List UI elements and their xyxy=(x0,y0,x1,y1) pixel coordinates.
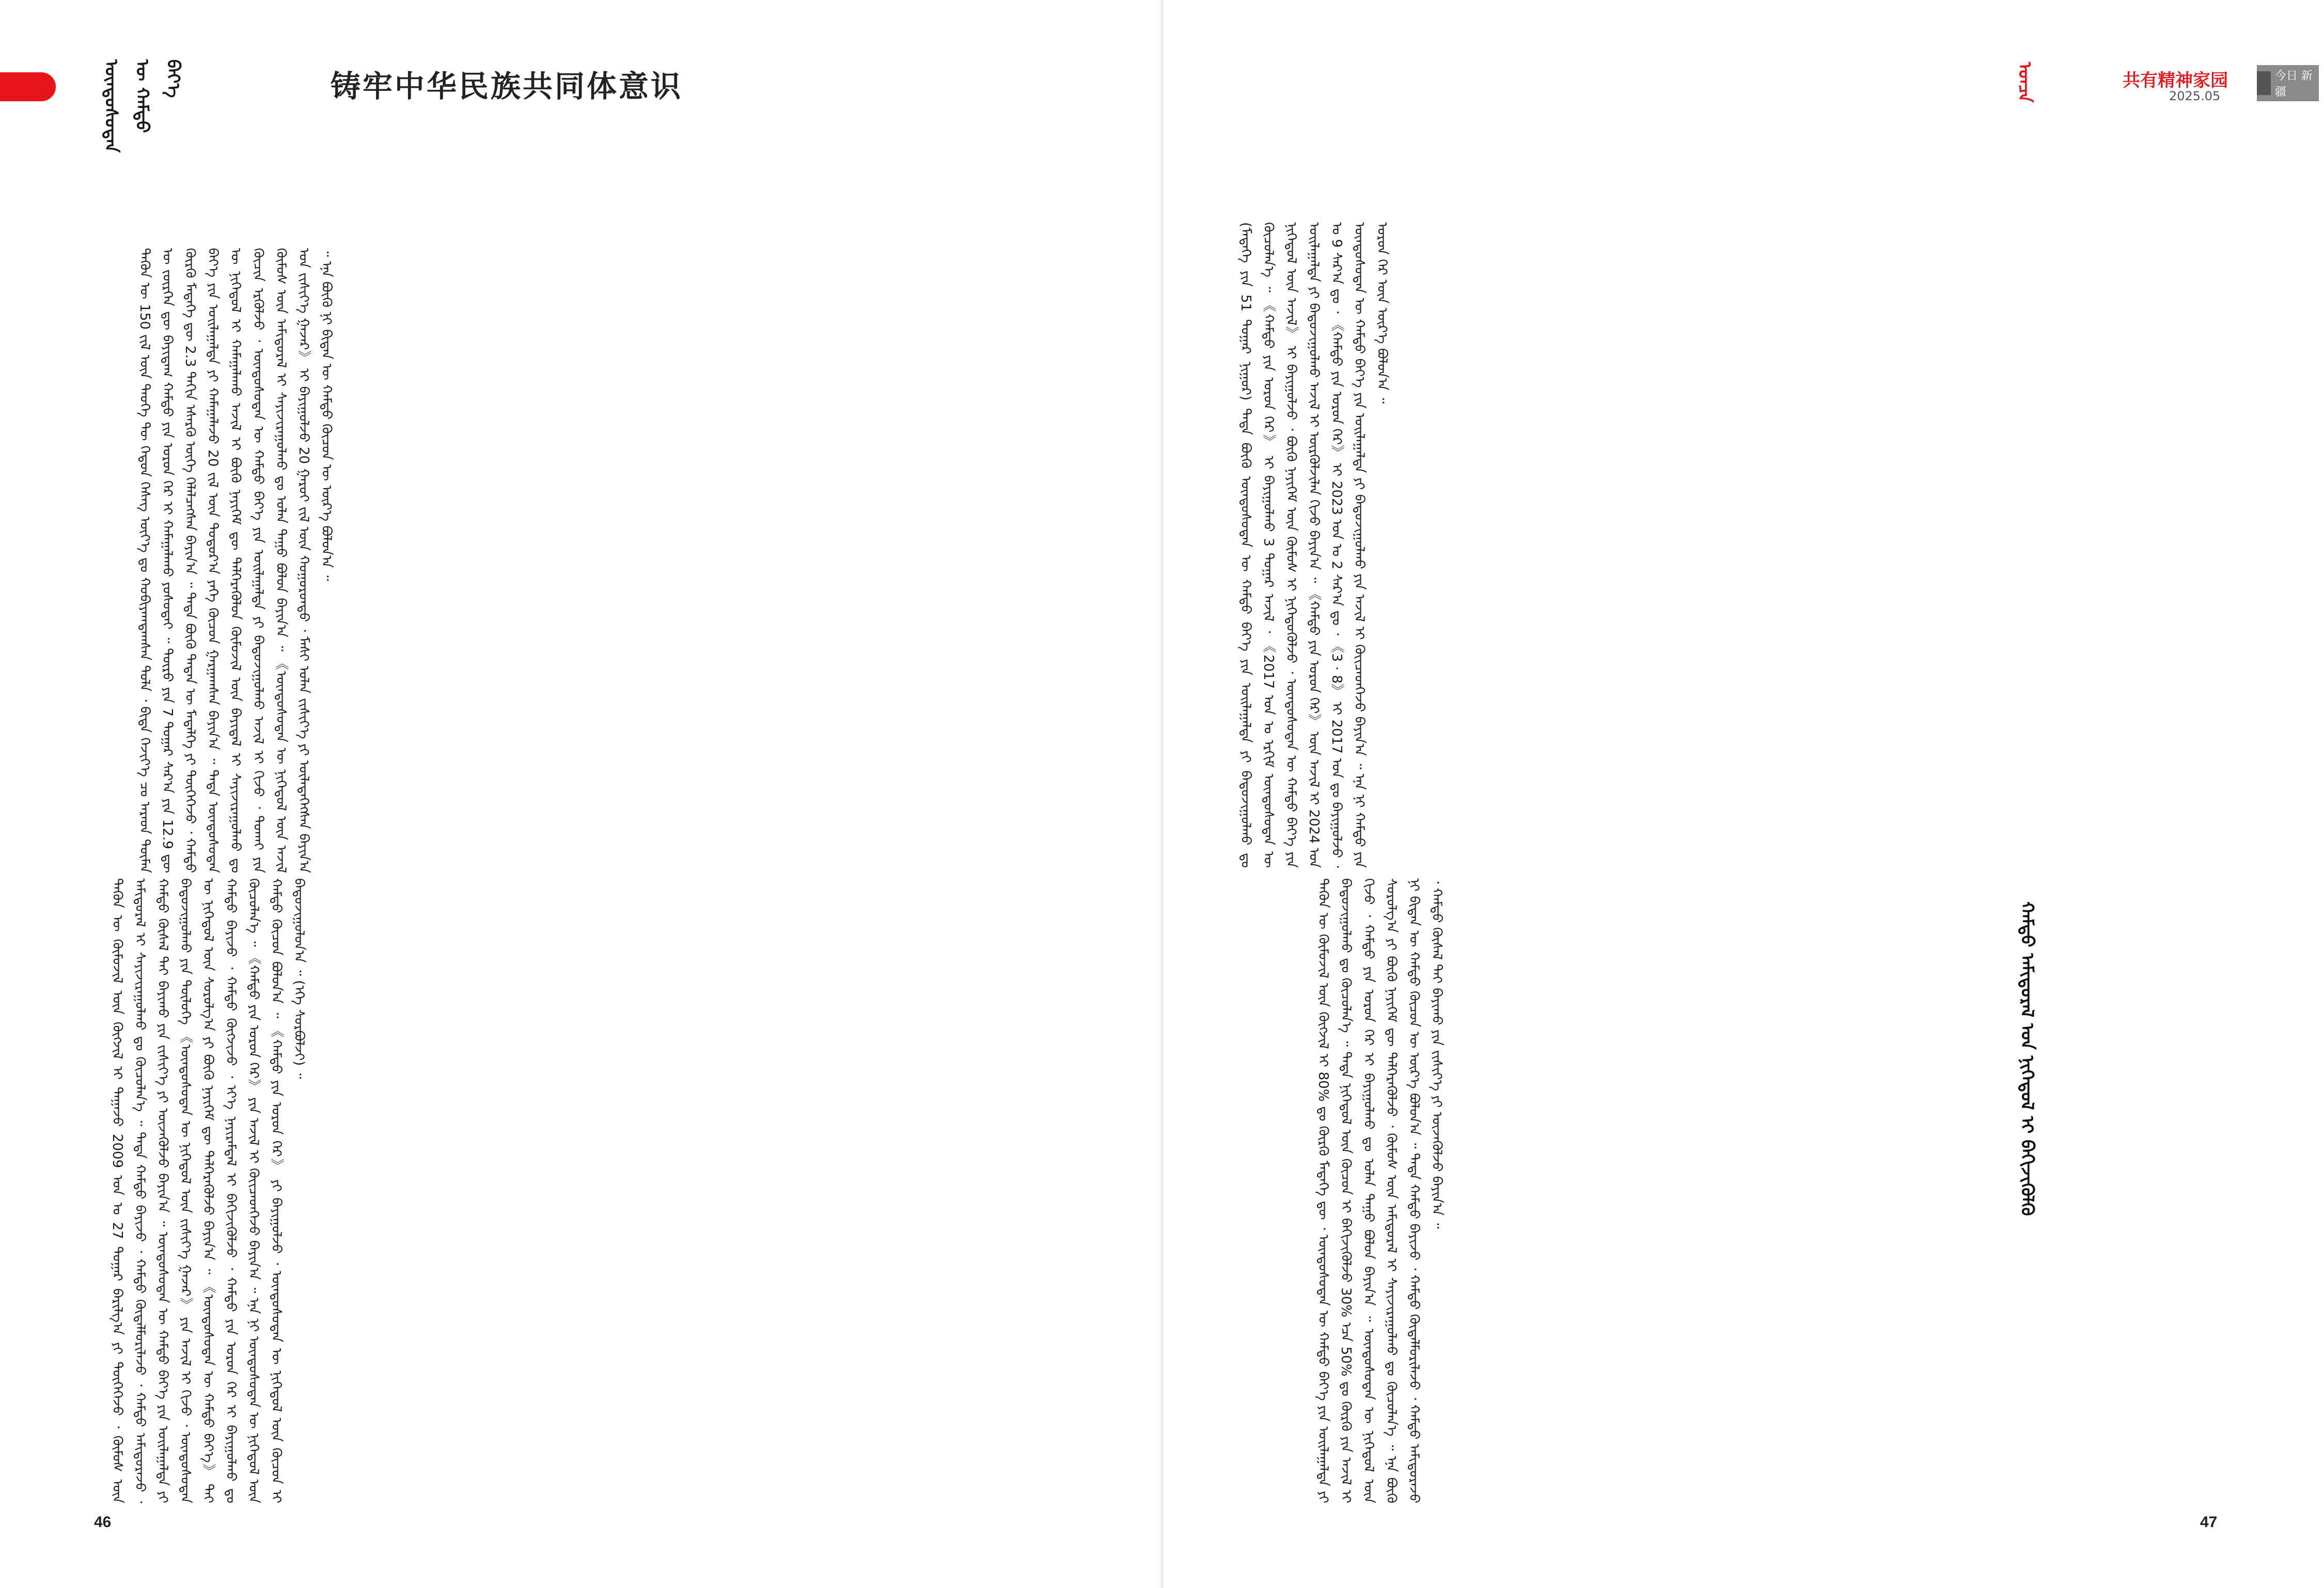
section-title-mongolian: ᠦᠨᠳᠦᠰᠦᠲᠡᠨ ᠦ ᠬᠠᠮᠲᠤ ᠪᠡᠶ᠎ᠡ xyxy=(101,59,183,153)
section-marker xyxy=(0,72,56,101)
right-article-block-top xyxy=(1234,222,2221,868)
logo-text: 今日 新疆 xyxy=(2274,70,2313,99)
right-article-text-top: (ᠮᠡᠳᠡᠭᠡ ᠶᠢᠨ 51 ᠳᠤᠭᠠᠷ ᠨᠢᠭᠤᠷ) ᠲᠡᠳᠡ ᠪᠦᠬᠦ ᠦᠨᠳᠦᠰᠦᠲᠡᠨ ᠦ ᠬᠠᠮᠲᠤ ᠪᠡᠶ᠎ᠡ ᠶᠢᠨ ᠤᠢᠯᠠᠭᠠᠯᠲᠠ ᠶᠢ ᠪᠠᠲᠤᠵᠢᠭᠤᠯᠬᠤ ᠳᠤ ᠬᠦᠴᠦᠯᠡᠨ᠎ᠡ ᠃ 《ᠬᠠᠮᠲᠤ ᠶᠢᠨ ᠤᠷᠤᠨ ᠭᠡᠷ》 ᠢ ᠪᠠᠶᠢᠭᠤᠯᠬᠤ 3 ᠳᠤᠭᠠᠷ ᠠᠵᠢᠯ ᠂ 《2017 ᠣᠨ ᠤ ᠡᠷᠬᠢᠮ ᠦᠨᠳᠦᠰᠦᠲᠡᠨ ᠦ ᠨᠢᠭᠡᠳᠦᠯ ᠦᠨ ᠠᠵᠢᠯ》 ᠢ ᠪᠠᠶᠢᠭᠤᠯᠵᠤ ᠂ ᠪᠦᠬᠦ ᠨᠡᠶᠢᠭᠡᠮ ᠦᠨ ᠬᠦᠮᠦᠰ ᠢ ᠨᠢᠭᠡᠳᠦᠭᠦᠯᠵᠦ ᠂ ᠦᠨᠳᠦᠰᠦᠲᠡᠨ ᠦ ᠬᠠᠮᠲᠤ ᠪᠡᠶ᠎ᠡ ᠶᠢᠨ ᠤᠢᠯᠠᠭᠠᠯᠲᠠ ᠶᠢ ᠪᠠᠲᠤᠵᠢᠭᠤᠯᠬᠤ ᠠᠵᠢᠯ ᠢ ᠦᠷᠬᠦᠯᠵᠢᠯᠡᠨ ᠬᠢᠵᠦ ᠪᠠᠶᠢᠨ᠎ᠠ ᠃ 《ᠬᠠᠮᠲᠤ ᠶᠢᠨ ᠤᠷᠤᠨ ᠭᠡᠷ》 ᠦᠨ ᠠᠵᠢᠯ ᠢ 2024 ᠣᠨ ᠤ 9 ᠰᠠᠷ᠎ᠠ ᠳᠤ ᠂ 《ᠬᠠᠮᠲᠤ ᠶᠢᠨ ᠤᠷᠤᠨ ᠭᠡᠷ》 ᠢ 2023 ᠣᠨ ᠤ 2 ᠰᠠᠷ᠎ᠠ ᠳᠤ ᠂ 《3 · 8》 ᠢ 2017 ᠣᠨ ᠳᠤ ᠪᠠᠶᠢᠭᠤᠯᠵᠤ ᠂ ᠦᠨᠳᠦᠰᠦᠲᠡᠨ ᠦ ᠬᠠᠮᠲᠤ ᠪᠡᠶ᠎ᠡ ᠶᠢᠨ ᠤᠢᠯᠠᠭᠠᠯᠲᠠ ᠶᠢ ᠪᠠᠲᠤᠵᠢᠭᠤᠯᠬᠤ ᠶᠢᠨ ᠠᠵᠢᠯ ᠢ ᠭᠦᠢᠴᠡᠳᠭᠡᠵᠦ ᠪᠠᠶᠢᠨ᠎ᠠ ᠃ ᠡᠨᠡ ᠨᠢ ᠬᠠᠮᠲᠤ ᠶᠢᠨ ᠤᠷᠤᠨ ᠭᠡᠷ ᠦᠨ ᠦᠷ᠎ᠡ ᠪᠣᠯᠤᠨ᠎ᠠ ᠃ xyxy=(1238,222,1390,868)
left-article-text-bottom: ᠲᠡᠭᠦᠨ ᠦ ᠬᠦᠮᠦᠵᠢᠯ ᠦᠨ ᠬᠥᠭᠵᠢᠯ ᠢ ᠳᠠᠭᠠᠵᠤ 2009 ᠣᠨ ᠤ 27 ᠳᠤᠭᠠᠷ ᠪᠠᠷᠢᠯᠭ᠎ᠠ ᠶᠢ ᠲᠦᠭᠡᠭᠡᠵᠦ ᠂ ᠬᠦᠮᠦᠰ ᠦᠨ ᠠᠮᠢᠳᠤᠷᠠᠯ ᠢ ᠰᠠᠶᠢᠵᠢᠷᠠᠭᠤᠯᠬᠤ ᠳᠤ ᠬᠦᠴᠦᠯᠡᠨ᠎ᠡ ᠃ ᠲᠡᠳᠡ ᠬᠠᠮᠲᠤ ᠪᠠᠶᠢᠵᠤ ᠂ ᠬᠠᠮᠲᠤ ᠬᠥᠳᠡᠯᠮᠦᠷᠢᠯᠡᠵᠦ ᠂ ᠬᠠᠮᠲᠤ ᠠᠮᠢᠳᠤᠷᠠᠵᠤ ᠂ ᠬᠠᠮᠲᠤ ᠬᠦᠰᠡᠯ ᠲᠡᠢ ᠪᠠᠶᠢᠬᠤ ᠶᠢᠨ ᠵᠢᠱᠢᠶ᠎ᠡ ᠶᠢ ᠦᠵᠡᠭᠦᠯᠵᠦ ᠪᠠᠶᠢᠨ᠎ᠠ ᠃ ᠦᠨᠳᠦᠰᠦᠲᠡᠨ ᠦ ᠬᠠᠮᠲᠤ ᠪᠡᠶ᠎ᠡ ᠶᠢᠨ ᠤᠢᠯᠠᠭᠠᠯᠲᠠ ᠶᠢ ᠪᠠᠲᠤᠵᠢᠭᠤᠯᠬᠤ ᠶᠢᠨ ᠲᠦᠯᠦᠭᠡ 《ᠦᠨᠳᠦᠰᠦᠲᠡᠨ ᠦ ᠨᠢᠭᠡᠳᠦᠯ ᠦᠨ ᠵᠢᠱᠢᠶ᠎ᠡ ᠭᠠᠵᠠᠷ》 ᠶᠢᠨ ᠠᠵᠢᠯ ᠢ ᠬᠢᠵᠦ ᠂ ᠦᠨᠳᠦᠰᠦᠲᠡᠨ ᠦ ᠨᠢᠭᠡᠳᠦᠯ ᠦᠨ ᠰᠤᠷᠤᠯᠭ᠎ᠠ ᠶᠢ ᠪᠦᠬᠦ ᠨᠡᠶᠢᠭᠡᠮ ᠳᠦ ᠳᠡᠯᠭᠡᠷᠡᠭᠦᠯᠵᠦ ᠪᠠᠶᠢᠨ᠎ᠠ ᠃ 《ᠦᠨᠳᠦᠰᠦᠲᠡᠨ ᠦ ᠬᠠᠮᠲᠤ ᠪᠡᠶ᠎ᠡ》 ᠲᠠᠢ ᠬᠠᠮᠲᠤ ᠪᠠᠶᠢᠵᠤ ᠂ ᠬᠠᠮᠲᠤ ᠬᠥᠭᠵᠢᠵᠦ ᠂ ᠡᠶ᠎ᠡ ᠨᠠᠶᠢᠷᠠᠮᠳᠠᠯ ᠢ ᠪᠡᠬᠢᠵᠢᠭᠦᠯᠵᠦ ᠂ ᠬᠠᠮᠲᠤ ᠶᠢᠨ ᠤᠷᠤᠨ ᠭᠡᠷ ᠢ ᠪᠠᠶᠢᠭᠤᠯᠬᠤ ᠳᠤ ᠬᠦᠴᠦᠯᠡᠨ᠎ᠡ ᠃ 《ᠬᠠᠮᠲᠤ ᠶᠢᠨ ᠤᠷᠤᠨ ᠭᠡᠷ》 ᠶᠢᠨ ᠠᠵᠢᠯ ᠢ ᠭᠦᠢᠴᠡᠳᠭᠡᠵᠦ ᠪᠠᠶᠢᠨ᠎ᠠ ᠃ ᠡᠨᠡ ᠨᠢ ᠦᠨᠳᠦᠰᠦᠲᠡᠨ ᠦ ᠨᠢᠭᠡᠳᠦᠯ ᠦᠨ ᠬᠠᠮᠲᠤ ᠬᠦᠴᠦᠨ ᠪᠣᠯᠤᠨ᠎ᠠ ᠃ 《ᠬᠠᠮᠲᠤ ᠶᠢᠨ ᠤᠷᠤᠨ ᠭᠡᠷ》 ᠶᠢ ᠪᠠᠶᠢᠭᠤᠯᠵᠤ ᠂ ᠦᠨᠳᠦᠰᠦᠲᠡᠨ ᠦ ᠨᠢᠭᠡᠳᠦᠯ ᠦᠨ ᠬᠦᠴᠦᠨ ᠢ ᠪᠠᠲᠤᠵᠢᠭᠤᠯᠤᠨ᠎ᠠ ᠃ (ᠡᠬᠡ ᠰᠤᠷᠪᠤᠯᠵᠢ) ᠃ xyxy=(109,878,307,1503)
page-number-left: 46 xyxy=(94,1514,112,1531)
right-article-block-bottom xyxy=(1312,878,1993,1503)
section-heading: ᠬᠠᠮᠲᠤ ᠠᠮᠢᠳᠤᠷᠠᠯ ᠤᠨ ᠨᠢᠭᠡᠳᠦᠯ ᠢ ᠪᠡᠬᠢᠵᠢᠭᠦᠯᠬᠦ xyxy=(2017,901,2037,1216)
issue-date: 2025.05 xyxy=(2169,89,2221,103)
left-article-text-top: ᠲᠡᠭᠦᠨ ᠦ 150 ᠵᠢᠯ ᠦᠨ ᠲᠡᠤᠬᠡ ᠲᠦ ᠬᠡᠳᠦᠨ ᠬᠡᠰᠡᠭ ᠦᠶ᠎ᠡ ᠳᠤ ᠬᠤᠪᠢᠶᠠᠭᠳᠠᠭᠰᠠᠨ ᠲᠤᠯᠠ ᠂ ᠪᠢᠳᠡ ᠬᠡᠵᠢᠶ᠎ᠡ ᠴᠤ ᠠᠷᠠᠳ ᠲᠦᠮᠡᠨ ᠦ ᠵᠦᠷᠬᠡᠨ ᠳᠦ ᠪᠠᠶᠢᠳᠠᠭ ᠬᠠᠮᠲᠤ ᠶᠢᠨ ᠤᠷᠤᠨ ᠭᠡᠷ ᠢ ᠬᠠᠮᠠᠭᠠᠯᠠᠬᠤ ᠶᠤᠰᠤᠲᠠᠢ ᠃ ᠲᠦᠷᠦ ᠶᠢᠨ 7 ᠳᠤᠭᠠᠷ ᠰᠠᠷ᠎ᠠ ᠶᠢᠨ 12.9 ᠳᠦ ᠬᠦᠷᠬᠦ ᠮᠡᠳᠡᠭᠡ ᠳᠦ 2.3 ᠳᠠᠬᠢᠨ ᠡᠰᠡᠷᠭᠦ ᠦᠭᠡ ᠬᠡᠯᠡᠯᠴᠡᠭᠰᠡᠨ ᠪᠠᠶᠢᠨ᠎ᠠ ᠃ ᠲᠡᠳᠡ ᠪᠦᠬᠦ ᠲᠡᠳᠡᠨ ᠦ ᠮᠡᠳᠡᠯᠭᠡ ᠶᠢ ᠲᠦᠭᠡᠭᠡᠵᠦ ᠂ ᠬᠠᠮᠲᠤ ᠪᠡᠶ᠎ᠡ ᠶᠢᠨ ᠤᠢᠯᠠᠭᠠᠯᠲᠠ ᠶᠢ ᠬᠠᠮᠠᠭᠠᠯᠠᠵᠤ 20 ᠵᠢᠯ ᠦᠨ ᠳᠤᠲᠤᠷ᠎ᠠ ᠶᠡᠬᠡ ᠬᠦᠴᠦᠨ ᠭᠠᠷᠭᠠᠭᠰᠠᠨ ᠪᠠᠶᠢᠨ᠎ᠠ ᠃ ᠲᠡᠳᠡ ᠦᠨᠳᠦᠰᠦᠲᠡᠨ ᠦ ᠨᠢᠭᠡᠳᠦᠯ ᠢ ᠬᠠᠮᠠᠭᠠᠯᠠᠬᠤ ᠠᠵᠢᠯ ᠢ ᠪᠦᠬᠦ ᠨᠡᠶᠢᠭᠡᠮ ᠳᠦ ᠳᠡᠯᠭᠡᠷᠡᠭᠦᠯᠦᠨ ᠬᠦᠮᠦᠵᠢᠯ ᠦᠨ ᠪᠠᠶᠢᠳᠠᠯ ᠢ ᠰᠠᠶᠢᠵᠢᠷᠠᠭᠤᠯᠬᠤ ᠳᠤ ᠬᠦᠴᠢᠨ ᠡᠷᠭᠦᠯᠵᠦ ᠂ ᠦᠨᠳᠦᠰᠦᠲᠡᠨ ᠦ ᠬᠠᠮᠲᠤ ᠪᠡᠶ᠎ᠡ ᠶᠢᠨ ᠤᠢᠯᠠᠭᠠᠯᠲᠠ ᠶᠢ ᠪᠠᠲᠤᠵᠢᠭᠤᠯᠬᠤ ᠠᠵᠢᠯ ᠢ ᠬᠢᠵᠦ ᠂ ᠲᠤᠬᠠᠶ ᠶᠢᠨ ᠬᠦᠮᠦᠰ ᠦᠨ ᠠᠮᠢᠳᠤᠷᠠᠯ ᠢ ᠰᠠᠶᠢᠵᠢᠷᠠᠭᠤᠯᠬᠤ ᠳᠤ ᠤᠯᠠᠨ ᠳᠠᠭᠤ ᠪᠤᠯᠤᠨ ᠪᠠᠶᠢᠨ᠎ᠠ ᠃ 《ᠦᠨᠳᠦᠰᠦᠲᠡᠨ ᠦ ᠨᠢᠭᠡᠳᠦᠯ ᠦᠨ ᠠᠵᠢᠯ ᠤᠨ ᠵᠢᠱᠢᠶ᠎ᠡ ᠭᠠᠵᠠᠷ》 ᠢ ᠪᠠᠶᠢᠭᠤᠯᠵᠤ 20 ᠭᠠᠷᠤᠢ ᠵᠢᠯ ᠦᠨ ᠬᠤᠭᠤᠷᠤᠨᠳᠤ ᠂ ᠮᠠᠰᠢ ᠣᠯᠠᠨ ᠵᠢᠱᠢᠶ᠎ᠡ ᠶᠢ ᠦᠯᠡᠳᠡᠭᠡᠭᠰᠡᠨ ᠪᠠᠶᠢᠨ᠎ᠠ ᠃ ᠡᠨᠡ ᠪᠦᠬᠦ ᠨᠢ ᠪᠢᠳᠡᠨ ᠦ ᠬᠠᠮᠲᠤ ᠬᠦᠴᠦᠨ ᠦ ᠦᠷ᠎ᠡ ᠪᠣᠯᠤᠨ᠎ᠠ ᠃ xyxy=(137,248,334,873)
brand-mongolian-title: ᠣᠨᠴᠠ xyxy=(2014,62,2035,103)
logo-mark-icon xyxy=(2257,71,2271,95)
left-article-block-bottom xyxy=(106,878,1074,1503)
page-number-right: 47 xyxy=(2200,1514,2218,1531)
page-title: 铸牢中华民族共同体意识 xyxy=(331,69,683,104)
brand-title: 共有精神家园 xyxy=(2123,70,2228,91)
left-article-block-top xyxy=(133,248,1042,873)
magazine-logo xyxy=(2257,65,2319,101)
right-article-text-bottom: ᠲᠡᠭᠦᠨ ᠦ ᠬᠦᠮᠦᠵᠢᠯ ᠦᠨ ᠬᠥᠭᠵᠢᠯ ᠢ 80% ᠳᠤ ᠬᠦᠷᠬᠦ ᠮᠡᠳᠡᠭᠡ ᠳᠦ ᠂ ᠦᠨᠳᠦᠰᠦᠲᠡᠨ ᠦ ᠬᠠᠮᠲᠤ ᠪᠡᠶ᠎ᠡ ᠶᠢᠨ ᠤᠢᠯᠠᠭᠠᠯᠲᠠ ᠶᠢ ᠪᠠᠲᠤᠵᠢᠭᠤᠯᠬᠤ ᠳᠤ ᠬᠦᠴᠦᠯᠡᠨ᠎ᠡ ᠃ ᠲᠡᠳᠡ ᠨᠢᠭᠡᠳᠦᠯ ᠦᠨ ᠬᠦᠴᠦᠨ ᠢ ᠪᠡᠬᠢᠵᠢᠭᠦᠯᠵᠦ 30% ᠡᠴᠡ 50% ᠳᠤ ᠬᠦᠷᠬᠦ ᠶᠢᠨ ᠠᠵᠢᠯ ᠢ ᠬᠢᠵᠦ ᠂ ᠬᠠᠮᠲᠤ ᠶᠢᠨ ᠤᠷᠤᠨ ᠭᠡᠷ ᠢ ᠪᠠᠶᠢᠭᠤᠯᠬᠤ ᠳᠤ ᠤᠯᠠᠨ ᠳᠠᠭᠤ ᠪᠤᠯᠤᠨ ᠪᠠᠶᠢᠨ᠎ᠠ ᠃ ᠦᠨᠳᠦᠰᠦᠲᠡᠨ ᠦ ᠨᠢᠭᠡᠳᠦᠯ ᠦᠨ ᠰᠤᠷᠤᠯᠭ᠎ᠠ ᠶᠢ ᠪᠦᠬᠦ ᠨᠡᠶᠢᠭᠡᠮ ᠳᠦ ᠳᠡᠯᠭᠡᠷᠡᠭᠦᠯᠵᠦ ᠂ ᠬᠦᠮᠦᠰ ᠦᠨ ᠠᠮᠢᠳᠤᠷᠠᠯ ᠢ ᠰᠠᠶᠢᠵᠢᠷᠠᠭᠤᠯᠬᠤ ᠳᠤ ᠬᠦᠴᠦᠯᠡᠨ᠎ᠡ ᠃ ᠡᠨᠡ ᠪᠦᠬᠦ ᠨᠢ ᠪᠢᠳᠡᠨ ᠦ ᠬᠠᠮᠲᠤ ᠬᠦᠴᠦᠨ ᠦ ᠦᠷ᠎ᠡ ᠪᠣᠯᠤᠨ᠎ᠠ ᠃ ᠲᠡᠳᠡ ᠬᠠᠮᠲᠤ ᠪᠠᠶᠢᠵᠤ ᠂ ᠬᠠᠮᠲᠤ ᠬᠥᠳᠡᠯᠮᠦᠷᠢᠯᠡᠵᠦ ᠂ ᠬᠠᠮᠲᠤ ᠠᠮᠢᠳᠤᠷᠠᠵᠤ ᠂ ᠬᠠᠮᠲᠤ ᠬᠦᠰᠡᠯ ᠲᠡᠢ ᠪᠠᠶᠢᠬᠤ ᠶᠢᠨ ᠵᠢᠱᠢᠶ᠎ᠡ ᠶᠢ ᠦᠵᠡᠭᠦᠯᠵᠦ ᠪᠠᠶᠢᠨ᠎ᠠ ᠃ xyxy=(1315,878,1444,1503)
right-page xyxy=(1162,0,2324,1588)
